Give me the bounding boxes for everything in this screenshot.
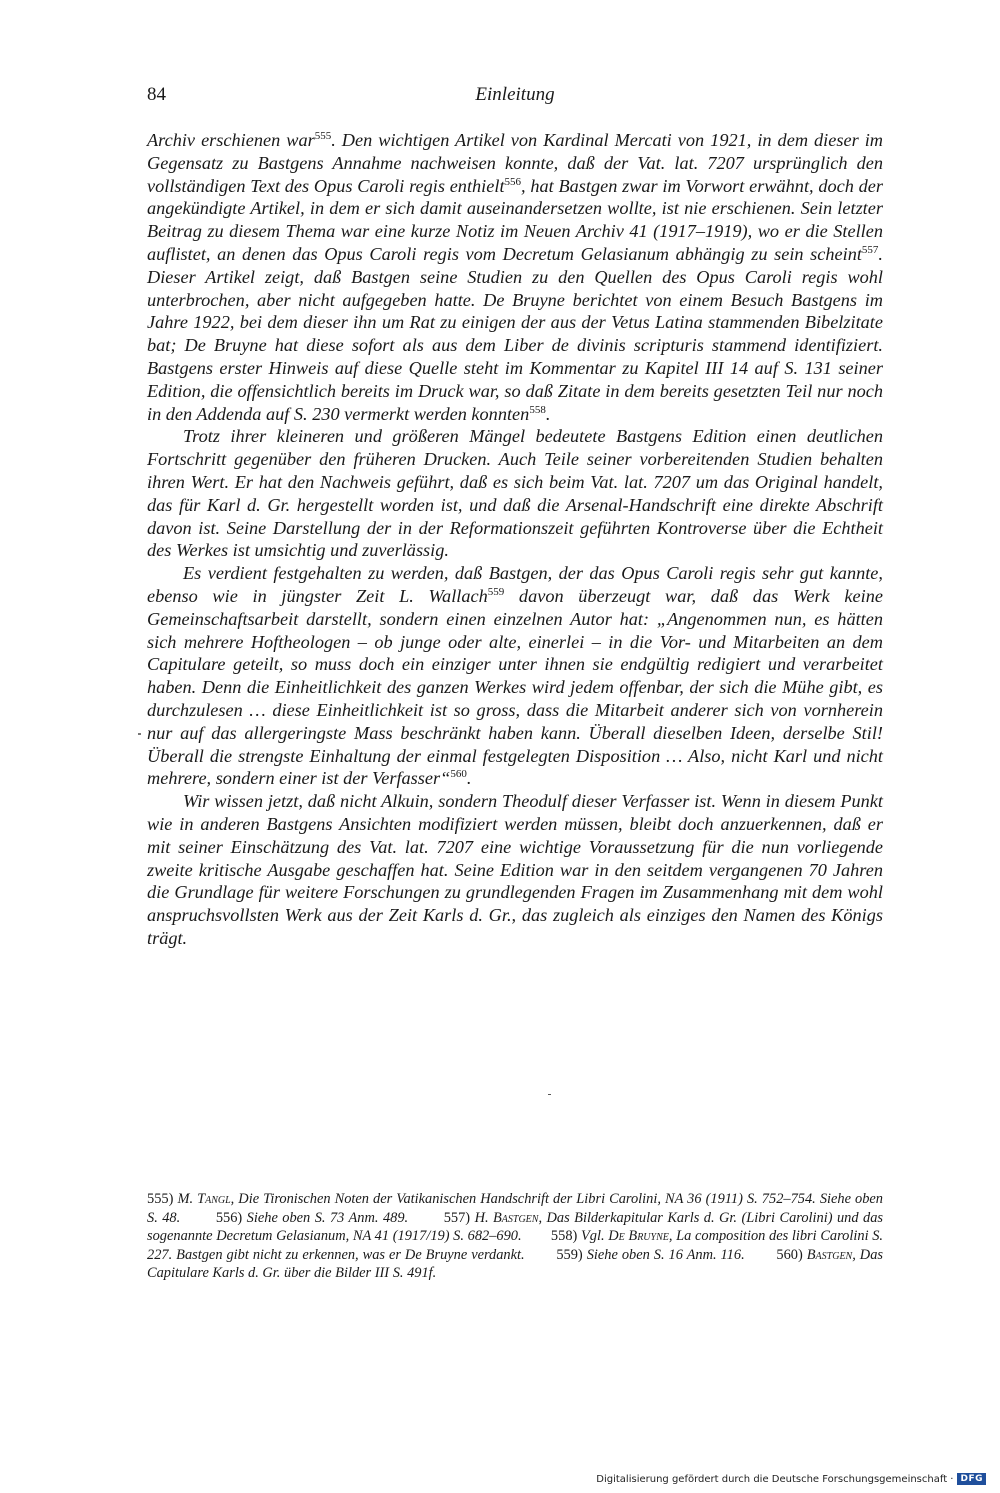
footnote-block bbox=[147, 1190, 883, 1283]
text-run: , hat Bastgen zwar im Vorwort erwähnt, doch der angekündigte Artikel, in dem er sich damit auseinandersetzen wollte, ist nie erschienen. Sein letzter Beitrag zu diesem Thema war eine kurze Notiz im Neuen Archiv 41 (1917–1919), wo er die Stellen auflistet, an denen das Opus Caroli regis vom Decretum Gelasianum abhängig zu sein scheint bbox=[147, 175, 883, 264]
text-run: . bbox=[545, 403, 551, 424]
footnote-author: Bastgen bbox=[806, 1246, 853, 1263]
credit-text: Digitalisierung gefördert durch die Deutsche Forschungsgemeinschaft · bbox=[596, 1473, 954, 1485]
footnote-text: Vgl. bbox=[577, 1228, 609, 1244]
footnote-ref-558[interactable]: 558 bbox=[529, 403, 546, 416]
footnote-text: , Das Bilderkapitular Karls d. Gr. (Libri Carolini) und das sogenannte Decretum Gelasianum, NA 41 (1917/19) S. 682–690. bbox=[147, 1209, 883, 1244]
text-run: Es verdient festgehalten zu werden, daß Bastgen, der das Opus Caroli regis sehr gut kannte, ebenso wie in jüngster Zeit L. Wallach bbox=[147, 563, 883, 606]
footnote-author: H. Bastgen bbox=[474, 1209, 539, 1226]
footnote-ref-556[interactable]: 556 bbox=[504, 175, 522, 188]
footnote-ref-555[interactable]: 555 bbox=[314, 130, 332, 142]
page-number: 84 bbox=[147, 84, 166, 105]
footnote-text: , La composition des libri Carolini S. 227. Bastgen gibt nicht zu erkennen, was er De Bruyne verdankt. bbox=[147, 1228, 884, 1263]
printer-mark bbox=[548, 1094, 551, 1095]
running-title: Einleitung bbox=[475, 84, 555, 105]
text-run: Archiv erschienen war bbox=[147, 130, 315, 150]
main-text bbox=[147, 129, 883, 950]
footnote-ref-557[interactable]: 557 bbox=[861, 243, 879, 256]
footnote-559 bbox=[556, 1247, 744, 1263]
footnote-number: 557) bbox=[443, 1209, 471, 1226]
text-run: davon überzeugt war, daß das Werk keine Gemeinschaftsarbeit darstellt, sondern einen einzelnen Autor hat: „Angenommen nun, es hätten sich mehrere Hoftheologen – ob junge oder alte, einerlei – in die Vor- und Mitarbeiten an dem Capitulare geteilt, so muss doch ein einziger unter ihnen sie endgültig redigiert und verarbeitet haben. Denn die Einheitlichkeit des ganzen Werkes wird jedem offenbar, der sich die Mühe gibt, es durchzulesen … diese Einheitlichkeit ist so gross, dass die Mitarbeit anderer sich von vornherein nur auf das allergeringste Mass beschränkt haben kann. Überall dieselben Ideen, derselbe Stil! Überall die strengste Einhaltung der einmal festgelegten Disposition … Also, nicht Karl und nicht mehrere, sondern einer ist der Verfasser“ bbox=[147, 585, 883, 789]
footnote-author: M. Tangl bbox=[177, 1191, 231, 1207]
text-run: . Den wichtigen Artikel von Kardinal Mercati von 1921, in dem dieser im Gegensatz zu Bastgens Annahme nachweisen konnte, daß der Vat. lat. 7207 ursprünglich den vollständigen Text des Opus Caroli regis enthielt bbox=[147, 130, 884, 196]
digitization-credit bbox=[596, 1473, 986, 1485]
paragraph bbox=[147, 129, 883, 425]
footnote-number: 556) bbox=[215, 1209, 243, 1226]
footnote-text: , Das Capitulare Karls d. Gr. über die Bilder III S. 491f. bbox=[147, 1246, 883, 1281]
footnote-556 bbox=[216, 1210, 408, 1226]
margin-mark bbox=[138, 733, 141, 735]
paragraph: Wir wissen jetzt, daß nicht Alkuin, sondern Theodulf dieser Verfasser ist. Wenn in diesem Punkt wie in anderen Bastgens Ansichten modifiziert werden müssen, bleibt doch anzuerkennen, daß er mit seiner Einschätzung des Vat. lat. 7207 eine wichtige Voraussetzung für die nun vorliegende zweite kritische Ausgabe geschaffen hat. Seine Edition war in den seitdem vergangenen 70 Jahren die Grundlage für weitere Forschungen zu grundlegenden Fragen im Zusammenhang mit dem wohl anspruchsvollsten Werk aus der Zeit Karls d. Gr., das zugleich als einziges den Namen des Königs trägt. bbox=[147, 791, 883, 948]
text-run: . Dieser Artikel zeigt, daß Bastgen seine Studien zu den Quellen des Opus Caroli regis wohl unterbrochen, aber nicht aufgegeben hatte. De Bruyne berichtet von einem Besuch Bastgens im Jahre 1922, bei dem dieser ihn um Rat zu einigen der aus der Vetus Latina stammenden Bibelzitate bat; De Bruyne hat diese sofort als aus dem Liber de divinis scripturis stammend identifiziert. Bastgens erster Hinweis auf diese Quelle steht im Kommentar zu Kapitel III 14 auf S. 131 seiner Edition, die offensichtlich bereits im Druck war, so daß Zitate in dem bereits gesetzten Teil nur noch in den Addenda auf S. 230 vermerkt werden konnten bbox=[147, 243, 883, 424]
footnote-number: 555) bbox=[147, 1191, 174, 1207]
paragraph bbox=[147, 562, 883, 790]
footnote-ref-560[interactable]: 560 bbox=[450, 768, 467, 781]
footnote-text: , Die Tironischen Noten der Vatikanischen Handschrift der Libri Carolini, NA 36 (1911) S. 752–754. Siehe oben S. 48. bbox=[147, 1191, 884, 1226]
dfg-logo-icon: DFG bbox=[957, 1473, 986, 1485]
footnote-ref-559[interactable]: 559 bbox=[487, 585, 505, 598]
footnote-number: 558) bbox=[550, 1228, 578, 1244]
text-run: . bbox=[466, 768, 472, 789]
paragraph: Trotz ihrer kleineren und größeren Mängel bedeutete Bastgens Edition einen deutlichen Fortschritt gegenüber den früheren Drucken. Auch Teile seiner vorbereitenden Studien behalten ihren Wert. Er hat den Nachweis geführt, daß es sich beim Vat. lat. 7207 um das Original handelt, das für Karl d. Gr. hergestellt worden ist, und daß die Arsenal-Handschrift eine direkte Abschrift davon ist. Seine Darstellung der in der Reformationszeit geführten Kontroverse über die Echtheit des Werkes ist umsichtig und zuverlässig. bbox=[147, 426, 883, 561]
footnote-text: Siehe oben S. 73 Anm. 489. bbox=[242, 1209, 409, 1226]
footnote-number: 560) bbox=[776, 1246, 803, 1263]
footnote-number: 559) bbox=[556, 1246, 583, 1263]
footnote-author: De Bruyne bbox=[608, 1228, 669, 1244]
footnote-text: Siehe oben S. 16 Anm. 116. bbox=[582, 1246, 745, 1263]
footnotes bbox=[147, 1190, 883, 1283]
